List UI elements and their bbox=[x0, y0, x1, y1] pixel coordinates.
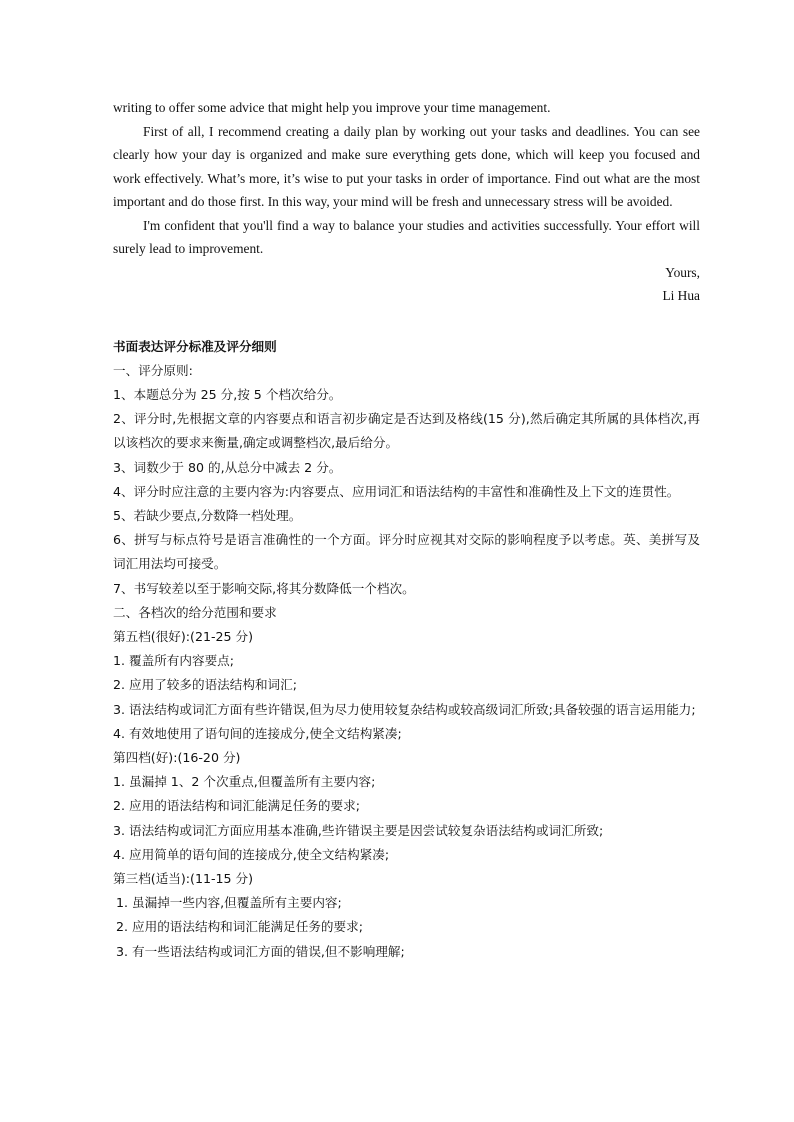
letter-body bbox=[113, 96, 700, 308]
principle-item: 4、评分时应注意的主要内容为:内容要点、应用词汇和语法结构的丰富性和准确性及上下文的连贯性。 bbox=[113, 483, 680, 499]
principle-item: 2、评分时,先根据文章的内容要点和语言初步确定是否达到及格线(15 分),然后确定其所属的具体档次,再以该档次的要求来衡量,确定或调整档次,最后给分。 bbox=[113, 411, 700, 451]
principle-item: 5、若缺少要点,分数降一档处理。 bbox=[113, 507, 302, 523]
rubric-title: 书面表达评分标准及评分细则 bbox=[113, 338, 277, 354]
level-item: 3. 语法结构或词汇方面应用基本准确,些许错误主要是因尝试较复杂语法结构或词汇所致; bbox=[113, 822, 604, 838]
letter-signature: Li Hua bbox=[662, 288, 700, 303]
level-item: 2. 应用的语法结构和词汇能满足任务的要求; bbox=[113, 798, 360, 814]
level-item: 3. 有一些语法结构或词汇方面的错误,但不影响理解; bbox=[116, 943, 405, 959]
principle-item: 6、拼写与标点符号是语言准确性的一个方面。评分时应视其对交际的影响程度予以考虑。英、美拼写及词汇用法均可接受。 bbox=[113, 532, 700, 572]
level-item: 2. 应用的语法结构和词汇能满足任务的要求; bbox=[116, 919, 363, 935]
principle-item: 3、词数少于 80 的,从总分中减去 2 分。 bbox=[113, 459, 342, 475]
level-item: 3. 语法结构或词汇方面有些许错误,但为尽力使用较复杂结构或较高级词汇所致;具备较强的语言运用能力; bbox=[113, 701, 696, 717]
letter-paragraph: writing to offer some advice that might help you improve your time management. bbox=[113, 100, 551, 115]
section-spacer bbox=[113, 308, 700, 335]
level-item: 1. 覆盖所有内容要点; bbox=[113, 653, 235, 669]
section-heading: 二、各档次的给分范围和要求 bbox=[113, 604, 277, 620]
level-item: 4. 有效地使用了语句间的连接成分,使全文结构紧凑; bbox=[113, 725, 402, 741]
principle-item: 1、本题总分为 25 分,按 5 个档次给分。 bbox=[113, 386, 342, 402]
level-item: 2. 应用了较多的语法结构和词汇; bbox=[113, 677, 297, 693]
section-heading: 一、评分原则: bbox=[113, 362, 193, 378]
letter-closing: Yours, bbox=[665, 264, 700, 280]
level-heading: 第五档(很好):(21-25 分) bbox=[113, 628, 254, 644]
document-page bbox=[113, 96, 700, 964]
level-item: 1. 虽漏掉一些内容,但覆盖所有主要内容; bbox=[116, 895, 342, 911]
level-heading: 第三档(适当):(11-15 分) bbox=[113, 870, 254, 886]
letter-paragraph: I'm confident that you'll find a way to balance your studies and activities successfully. Your effort will surely lead to improvement. bbox=[113, 217, 700, 256]
level-heading: 第四档(好):(16-20 分) bbox=[113, 749, 241, 765]
level-item: 4. 应用简单的语句间的连接成分,使全文结构紧凑; bbox=[113, 846, 390, 862]
rubric-section bbox=[113, 335, 700, 964]
principle-item: 7、书写较差以至于影响交际,将其分数降低一个档次。 bbox=[113, 580, 415, 596]
level-item: 1. 虽漏掉 1、2 个次重点,但覆盖所有主要内容; bbox=[113, 774, 376, 790]
letter-paragraph: First of all, I recommend creating a daily plan by working out your tasks and deadlines. You can see clearly how your day is organized and make sure everything gets done, which will keep you focused and work effectively. What’s more, it’s wise to put your tasks in order of importance. Find out what are the most important and do those first. In this way, your mind will be fresh and unnecessary stress will be avoided. bbox=[113, 123, 700, 209]
